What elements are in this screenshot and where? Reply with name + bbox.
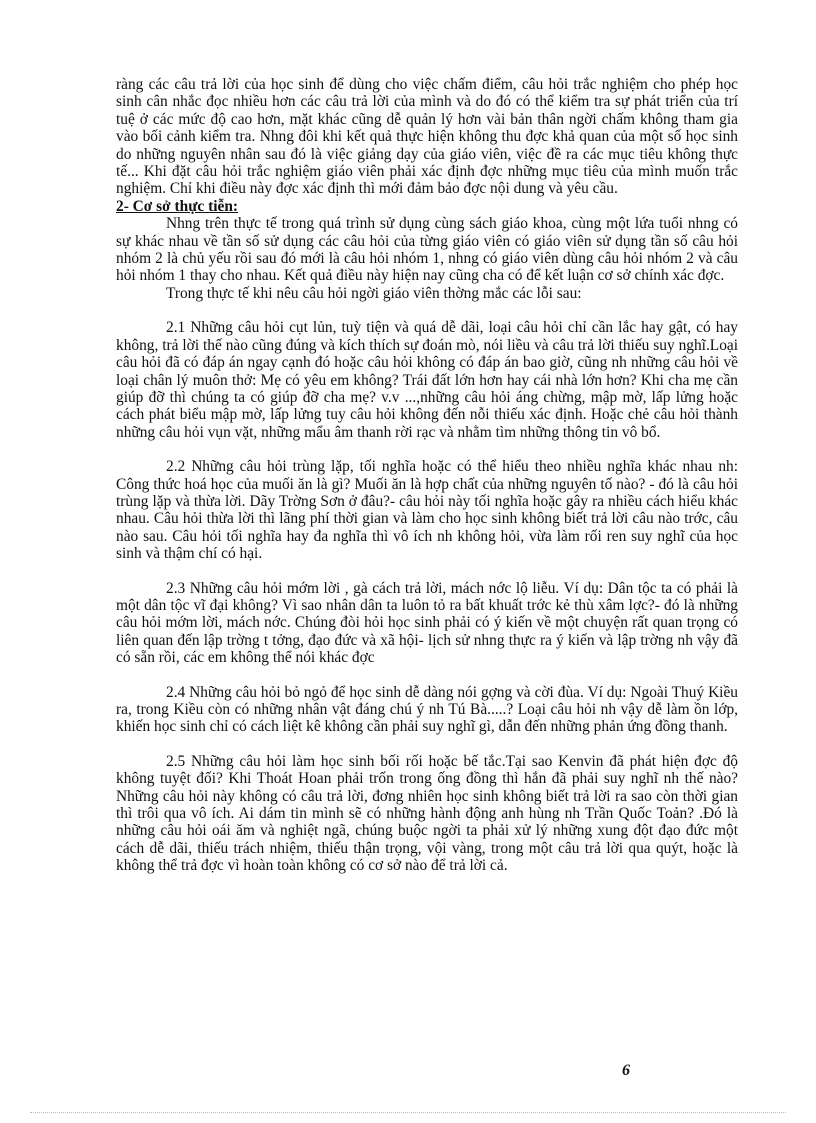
paragraph: 2.4 Những câu hỏi bỏ ngỏ để học sinh dễ dàng nói gợng và cời đùa. Ví dụ: Ngoài Thuý Kiều ra, trong Kiều còn có những nhân vật đáng chú ý nh Tú Bà.....? Loại câu hỏi nh vậy dễ làm ồn lớp, khiến học sinh chỉ có cách liệt kê không cần phải suy nghĩ gì, dẫn đến những phản ứng đồng thanh. <box>116 683 738 736</box>
section-heading: 2- Cơ sở thực tiễn: <box>116 197 239 215</box>
paragraph: 2.3 Những câu hỏi mớm lời , gà cách trả lời, mách nớc lộ liễu. Ví dụ: Dân tộc ta có phải là một dân tộc vĩ đại không? Vì sao nhân dân ta luôn tỏ ra bất khuất trớc kẻ thù xâm lợc?- đó là những câu hỏi mớm lời, mách nớc. Chúng đòi hỏi học sinh phải có ý kiến về một chuyện rất quan trọng có liên quan đến lập trờng t tởng, đạo đức và xã hội- lịch sử nhng thực ra ý kiến và lập trờng nh vậy đã có sẵn rồi, các em không thể nói khác đợc <box>116 579 738 667</box>
paragraph: 2.1 Những câu hỏi cụt lủn, tuỳ tiện và quá dễ dãi, loại câu hỏi chỉ cần lắc hay gật, có hay không, trả lời thế nào cũng đúng và kích thích sự đoán mò, nói liều và câu trả lời thiếu suy nghĩ.Loại câu hỏi đã có đáp án ngay cạnh đó hoặc câu hỏi không có đáp án bao giờ, cũng nh những câu hỏi về loại chân lý muôn thở: Mẹ có yêu em không? Trái đất lớn hơn hay cái nhà lớn hơn? Khi cha mẹ cần giúp đỡ thì chúng ta có giúp đỡ cha mẹ? v.v ...,những câu hỏi áng chừng, mập mờ, lấp lửng hoặc cách phát biểu mập mờ, lấp lửng tuy câu hỏi không đến nỗi thiếu xác định. Hoặc chẻ câu hỏi thành những câu hỏi vụn vặt, những mẩu âm thanh rời rạc và nhằm tìm những thông tin vô bổ. <box>116 319 738 441</box>
page-number: 6 <box>622 1062 630 1079</box>
intro-paragraph: ràng các câu trả lời của học sinh để dùng cho việc chấm điểm, câu hỏi trắc nghiệm cho phép học sinh cân nhắc đọc nhiều hơn các câu trả lời của mình và do đó có thể kiểm tra sự phát triển của trí tuệ ở các mức độ cao hơn, mặt khác cũng dễ quản lý hơn vài bản thân ngời chấm không tham gia vào bối cảnh kiểm tra. Nhng đôi khi kết quả thực hiện không thu đợc khả quan của một số học sinh do những nguyên nhân sau đó là việc giảng dạy của giáo viên, việc đề ra các mục tiêu không thực tế... Khi đặt câu hỏi trắc nghiệm giáo viên phải xác định đợc những mục tiêu của mình muốn trắc nghiệm. Chỉ khi điều này đợc xác định thì mới đảm bảo đợc nội dung và yêu cầu. <box>116 76 738 198</box>
page-bottom-rule <box>30 1112 786 1113</box>
paragraph: Trong thực tế khi nêu câu hỏi ngời giáo viên thờng mắc các lỗi sau: <box>166 284 582 302</box>
document-page <box>116 76 738 875</box>
paragraph: 2.2 Những câu hỏi trùng lặp, tối nghĩa hoặc có thể hiểu theo nhiều nghĩa khác nhau nh: Công thức hoá học của muối ăn là gì? Muối ăn là hợp chất của những nguyên tố nào? - đó là câu hỏi trùng lặp và thừa lời. Dãy Trờng Sơn ở đâu?- câu hỏi này tối nghĩa hoặc gây ra nhiều cách hiểu khác nhau. Câu hỏi thừa lời thì lãng phí thời gian và làm cho học sinh không biết trả lời câu nào trớc, câu nào sau. Câu hỏi tối nghĩa hay đa nghĩa thì vô ích nh không hỏi, vừa làm rối ren suy nghĩ của học sinh và thậm chí có hại. <box>116 458 738 563</box>
paragraph: Nhng trên thực tế trong quá trình sử dụng cùng sách giáo khoa, cùng một lứa tuổi nhng có sự khác nhau về tần số sử dụng các câu hỏi của từng giáo viên có giáo viên sử dụng tần số câu hỏi nhóm 2 là chủ yếu rồi sau đó mới là câu hỏi nhóm 1, nhng có giáo viên dùng câu hỏi nhóm 2 và câu hỏi nhóm 1 thay cho nhau. Kết quả điều này hiện nay cũng cha có để kết luận cơ sở chính xác đợc. <box>116 215 738 285</box>
paragraph: 2.5 Những câu hỏi làm học sinh bối rối hoặc bế tắc.Tại sao Kenvin đã phát hiện đợc độ không tuyệt đối? Khi Thoát Hoan phải trốn trong ống đồng thì hắn đã phải suy nghĩ nh thế nào? Những câu hỏi này không có câu trả lời, đơng nhiên học sinh không biết trả lời ra sao còn thời gian thì trôi qua vô ích. Ai dám tin mình sẽ có những hành động anh hùng nh Trần Quốc Toản? .Đó là những câu hỏi oái ăm và nghiệt ngã, chúng buộc ngời ta phải xử lý những xung đột đạo đức một cách dễ dãi, thiếu trách nhiệm, thiếu thận trọng, vội vàng, trong một câu trả lời qua quýt, hoặc là không thể trả đợc vì hoàn toàn không có cơ sở nào để trả lời cả. <box>116 752 738 875</box>
